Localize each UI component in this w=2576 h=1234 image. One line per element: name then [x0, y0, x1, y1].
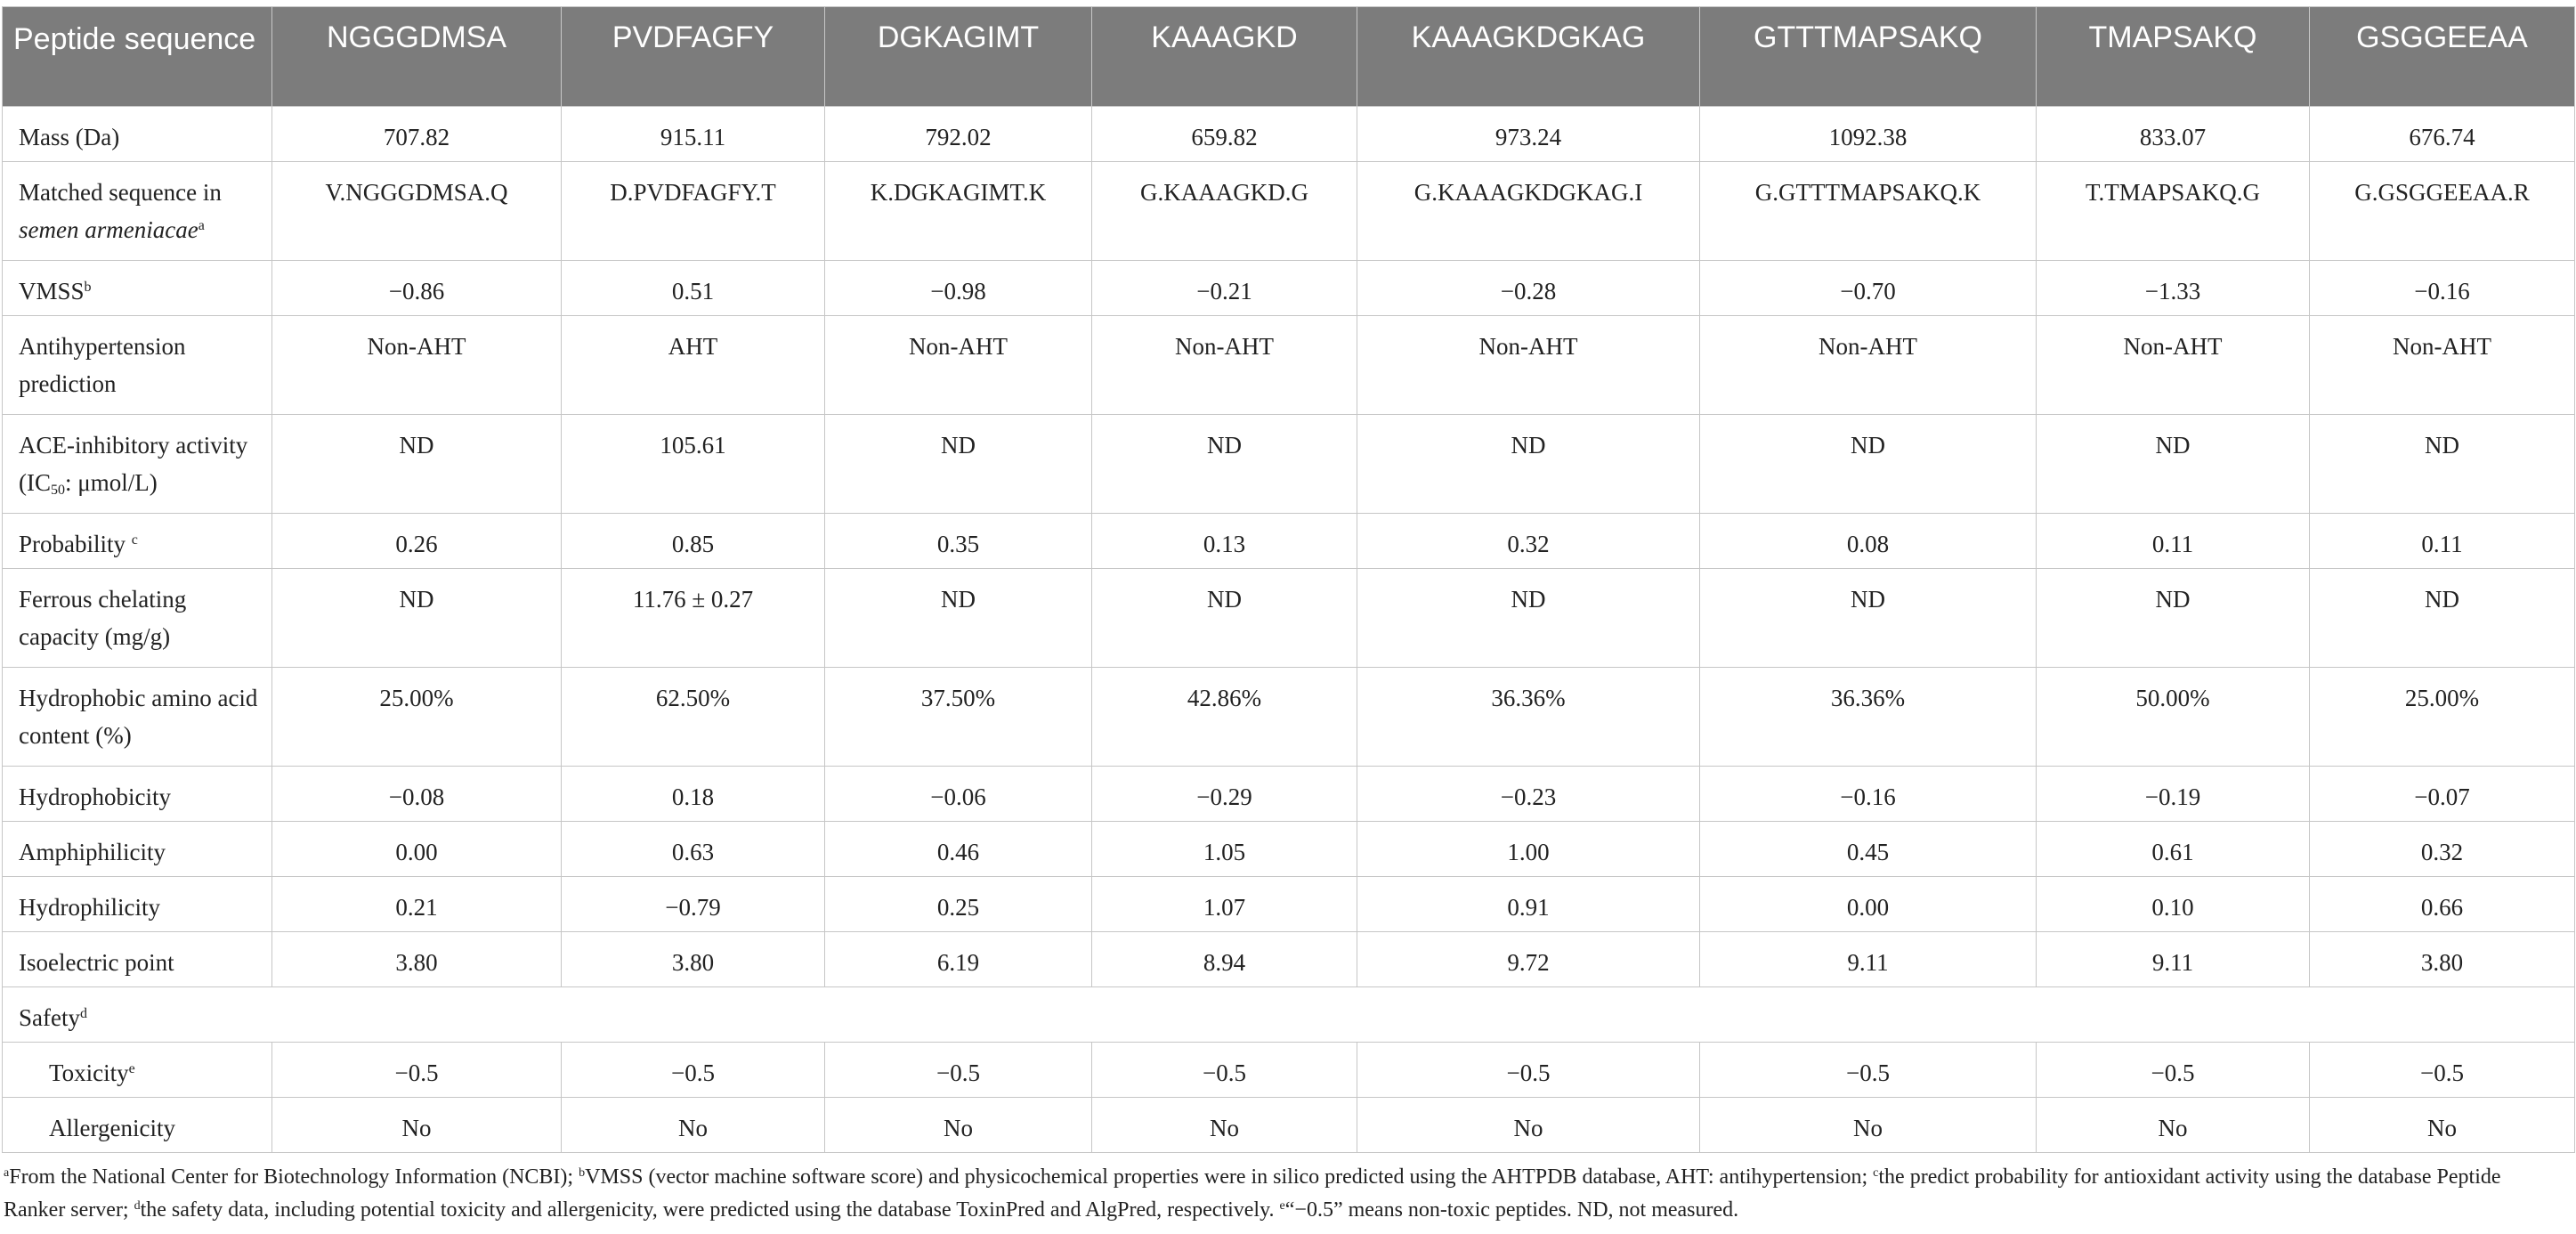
label-text: Matched sequence in — [19, 179, 222, 206]
peptide-header: PVDFAGFY — [562, 7, 825, 107]
table-cell: 0.51 — [562, 261, 825, 316]
table-cell: 676.74 — [2310, 107, 2575, 162]
table-row-safety — [3, 987, 2575, 1043]
table-cell: 25.00% — [2310, 668, 2575, 767]
table-cell: 0.85 — [562, 514, 825, 569]
footnote-text: VMSS (vector machine software score) and physicochemical properties were in silico predicted using the AHTPDB database, AHT: antihypertension; — [585, 1165, 1874, 1189]
table-cell: ND — [1700, 415, 2037, 514]
table-cell: −0.5 — [2037, 1043, 2310, 1098]
table-cell: 0.00 — [272, 822, 562, 877]
label-text: Probability — [19, 531, 132, 557]
table-row-mass — [3, 107, 2575, 162]
table-cell: 0.25 — [825, 877, 1092, 932]
table-cell: D.PVDFAGFY.T — [562, 162, 825, 261]
table-cell: 0.26 — [272, 514, 562, 569]
table-cell: 0.35 — [825, 514, 1092, 569]
table-cell: 833.07 — [2037, 107, 2310, 162]
table-cell: Non-AHT — [1357, 316, 1700, 415]
table-cell: 11.76 ± 0.27 — [562, 569, 825, 668]
table-cell: 42.86% — [1092, 668, 1357, 767]
table-cell: 0.13 — [1092, 514, 1357, 569]
table-cell: −0.08 — [272, 767, 562, 822]
table-cell: −0.29 — [1092, 767, 1357, 822]
table-cell: ND — [1092, 569, 1357, 668]
table-cell: −0.16 — [2310, 261, 2575, 316]
table-row-hydrophobic-aa — [3, 668, 2575, 767]
table-cell: 0.45 — [1700, 822, 2037, 877]
peptide-header: KAAAGKDGKAG — [1357, 7, 1700, 107]
table-cell: 3.80 — [562, 932, 825, 987]
table-row-allergenicity — [3, 1098, 2575, 1153]
table-container — [2, 6, 2574, 1153]
table-cell: 36.36% — [1357, 668, 1700, 767]
table-cell: 915.11 — [562, 107, 825, 162]
table-cell: ND — [272, 415, 562, 514]
table-cell: V.NGGGDMSA.Q — [272, 162, 562, 261]
table-cell: 1.00 — [1357, 822, 1700, 877]
table-cell: 62.50% — [562, 668, 825, 767]
table-cell: 0.63 — [562, 822, 825, 877]
row-label — [3, 1043, 272, 1098]
footnote-text: the predict probability for antioxidant activity using the database Peptide Ranker server; — [4, 1165, 2501, 1222]
table-row-amphiphilicity — [3, 822, 2575, 877]
table-cell: 8.94 — [1092, 932, 1357, 987]
row-label: Mass (Da) — [3, 107, 272, 162]
row-label: Amphiphilicity — [3, 822, 272, 877]
table-cell: −0.79 — [562, 877, 825, 932]
table-cell: −0.98 — [825, 261, 1092, 316]
table-cell: No — [562, 1098, 825, 1153]
row-label: Hydrophobicity — [3, 767, 272, 822]
table-cell: 0.11 — [2037, 514, 2310, 569]
table-cell: 36.36% — [1700, 668, 2037, 767]
row-label: Ferrous chelating capacity (mg/g) — [3, 569, 272, 668]
table-cell: 1.07 — [1092, 877, 1357, 932]
table-cell: ND — [1357, 569, 1700, 668]
label-text: : μmol/L) — [65, 469, 158, 496]
table-cell: −0.5 — [1357, 1043, 1700, 1098]
table-cell: 0.66 — [2310, 877, 2575, 932]
table-cell: 9.72 — [1357, 932, 1700, 987]
peptide-header: TMAPSAKQ — [2037, 7, 2310, 107]
table-cell: 0.18 — [562, 767, 825, 822]
table-cell: 0.61 — [2037, 822, 2310, 877]
table-cell: G.GSGGEEAA.R — [2310, 162, 2575, 261]
table-cell: 9.11 — [2037, 932, 2310, 987]
table-row-probability — [3, 514, 2575, 569]
table-row-matched-sequence — [3, 162, 2575, 261]
table-cell: 6.19 — [825, 932, 1092, 987]
section-label — [3, 987, 2575, 1043]
footnote-marker: e — [128, 1061, 135, 1076]
table-cell: 792.02 — [825, 107, 1092, 162]
table-cell: No — [1092, 1098, 1357, 1153]
table-cell: T.TMAPSAKQ.G — [2037, 162, 2310, 261]
table-cell: Non-AHT — [2310, 316, 2575, 415]
table-cell: 973.24 — [1357, 107, 1700, 162]
table-cell: No — [1700, 1098, 2037, 1153]
table-cell: −0.5 — [1700, 1043, 2037, 1098]
table-row-antihypertension — [3, 316, 2575, 415]
footnote-marker: b — [579, 1166, 586, 1180]
table-cell: 25.00% — [272, 668, 562, 767]
row-label — [3, 514, 272, 569]
table-cell: 0.46 — [825, 822, 1092, 877]
table-cell: 707.82 — [272, 107, 562, 162]
row-label: Isoelectric point — [3, 932, 272, 987]
table-cell: −0.16 — [1700, 767, 2037, 822]
table-cell: 3.80 — [272, 932, 562, 987]
table-cell: 659.82 — [1092, 107, 1357, 162]
table-cell: 0.32 — [2310, 822, 2575, 877]
row-label: Antihypertension prediction — [3, 316, 272, 415]
table-row-hydrophobicity — [3, 767, 2575, 822]
table-cell: 0.21 — [272, 877, 562, 932]
table-cell: Non-AHT — [1700, 316, 2037, 415]
table-cell: −0.06 — [825, 767, 1092, 822]
table-cell: −0.23 — [1357, 767, 1700, 822]
table-cell: −1.33 — [2037, 261, 2310, 316]
label-text: Safety — [19, 1004, 80, 1031]
table-row-isoelectric-point — [3, 932, 2575, 987]
footnote-marker: d — [134, 1199, 141, 1213]
table-cell: 1.05 — [1092, 822, 1357, 877]
table-cell: 1092.38 — [1700, 107, 2037, 162]
table-cell: 105.61 — [562, 415, 825, 514]
table-cell: 0.32 — [1357, 514, 1700, 569]
peptide-header: GSGGEEAA — [2310, 7, 2575, 107]
table-cell: −0.5 — [2310, 1043, 2575, 1098]
table-cell: −0.21 — [1092, 261, 1357, 316]
table-cell: ND — [1092, 415, 1357, 514]
table-cell: ND — [825, 569, 1092, 668]
footnote-marker: a — [198, 218, 205, 233]
table-cell: 3.80 — [2310, 932, 2575, 987]
table-cell: 9.11 — [1700, 932, 2037, 987]
table-cell: AHT — [562, 316, 825, 415]
label-text: ACE-inhibitory activity (IC — [19, 432, 248, 496]
footnote-marker: b — [84, 280, 92, 295]
peptide-properties-table — [2, 6, 2575, 1153]
table-cell: G.GTTTMAPSAKQ.K — [1700, 162, 2037, 261]
row-label — [3, 261, 272, 316]
table-cell: 0.11 — [2310, 514, 2575, 569]
table-row-ferrous-chelating — [3, 569, 2575, 668]
footnote-marker: c — [131, 532, 138, 548]
table-cell: ND — [2037, 569, 2310, 668]
table-cell: ND — [825, 415, 1092, 514]
table-cell: ND — [1700, 569, 2037, 668]
row-label-header: Peptide sequence — [3, 7, 272, 107]
table-cell: No — [272, 1098, 562, 1153]
table-cell: −0.5 — [272, 1043, 562, 1098]
table-cell: 0.10 — [2037, 877, 2310, 932]
table-cell: No — [2310, 1098, 2575, 1153]
table-cell: −0.5 — [562, 1043, 825, 1098]
table-cell: Non-AHT — [1092, 316, 1357, 415]
table-cell: 0.91 — [1357, 877, 1700, 932]
table-cell: ND — [272, 569, 562, 668]
table-row-vmss — [3, 261, 2575, 316]
table-cell: G.KAAAGKDGKAG.I — [1357, 162, 1700, 261]
table-cell: −0.5 — [1092, 1043, 1357, 1098]
table-cell: −0.86 — [272, 261, 562, 316]
table-cell: 0.00 — [1700, 877, 2037, 932]
table-cell: Non-AHT — [2037, 316, 2310, 415]
footnote-marker: d — [79, 1006, 87, 1021]
table-cell: −0.19 — [2037, 767, 2310, 822]
table-cell: K.DGKAGIMT.K — [825, 162, 1092, 261]
table-cell: −0.28 — [1357, 261, 1700, 316]
table-row-toxicity — [3, 1043, 2575, 1098]
footnote-text: “−0.5” means non-toxic peptides. ND, not measured. — [1284, 1198, 1739, 1222]
footnote-text: the safety data, including potential toxicity and allergenicity, were predicted using the database ToxinPred and AlgPred, respectively. — [140, 1198, 1280, 1222]
peptide-header: NGGGDMSA — [272, 7, 562, 107]
label-text: VMSS — [19, 278, 85, 304]
table-cell: −0.5 — [825, 1043, 1092, 1098]
footnote-marker: c — [1873, 1166, 1879, 1180]
row-label: Hydrophilicity — [3, 877, 272, 932]
table-cell: No — [2037, 1098, 2310, 1153]
table-cell: Non-AHT — [825, 316, 1092, 415]
table-footnotes — [4, 1161, 2567, 1227]
table-row-ace-inhibitory — [3, 415, 2575, 514]
table-cell: −0.07 — [2310, 767, 2575, 822]
table-cell: −0.70 — [1700, 261, 2037, 316]
header-row — [3, 7, 2575, 107]
table-cell: No — [825, 1098, 1092, 1153]
label-italic: semen armeniacae — [19, 216, 198, 243]
table-cell: 37.50% — [825, 668, 1092, 767]
subscript: 50 — [51, 483, 65, 498]
footnote-marker: a — [4, 1166, 10, 1180]
table-row-hydrophilicity — [3, 877, 2575, 932]
row-label: Hydrophobic amino acid content (%) — [3, 668, 272, 767]
peptide-header: KAAAGKD — [1092, 7, 1357, 107]
peptide-header: DGKAGIMT — [825, 7, 1092, 107]
table-cell: ND — [1357, 415, 1700, 514]
table-cell: Non-AHT — [272, 316, 562, 415]
table-cell: ND — [2037, 415, 2310, 514]
peptide-header: GTTTMAPSAKQ — [1700, 7, 2037, 107]
table-cell: G.KAAAGKD.G — [1092, 162, 1357, 261]
row-label: Allergenicity — [3, 1098, 272, 1153]
table-cell: 0.08 — [1700, 514, 2037, 569]
table-cell: No — [1357, 1098, 1700, 1153]
table-cell: ND — [2310, 569, 2575, 668]
table-cell: 50.00% — [2037, 668, 2310, 767]
footnote-text: From the National Center for Biotechnology Information (NCBI); — [9, 1165, 579, 1189]
footnote-marker: e — [1279, 1199, 1285, 1213]
row-label — [3, 415, 272, 514]
row-label — [3, 162, 272, 261]
label-text: Toxicity — [49, 1059, 129, 1086]
table-cell: ND — [2310, 415, 2575, 514]
